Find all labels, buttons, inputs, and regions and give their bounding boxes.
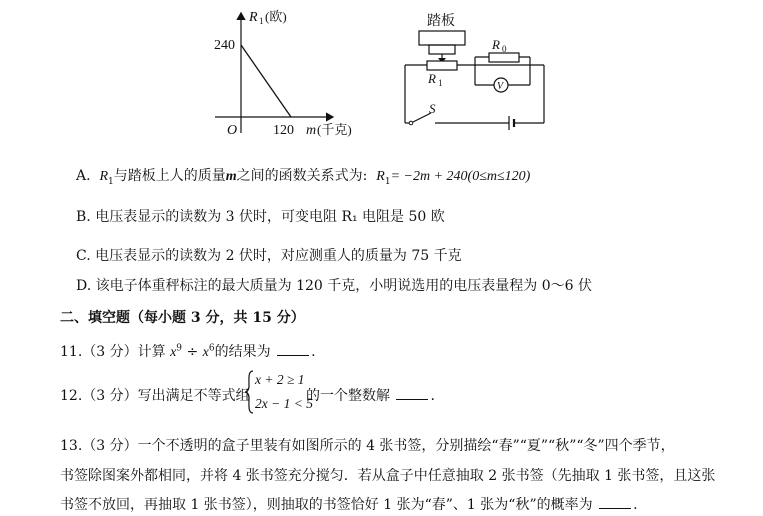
option-b: B. 电压表显示的读数为 3 伏时，可变电阻 R₁ 电阻是 50 欧 [76,209,445,225]
voltmeter-label: V [497,81,504,92]
q11-suffix: 的结果为 [214,344,271,360]
q13-line1: 13.（3 分）一个不透明的盒子里装有如图所示的 4 张书签，分别描绘“春”“夏”“秋”“冬”四个季节， [60,438,675,454]
q11-e1: 9 [176,343,183,354]
option-a-formula: = −2m + 240(0≤m≤120) [390,169,531,184]
q13-line2: 书签除图案外都相同，并将 4 张书签充分搅匀．若从盒子中任意抽取 2 张书签（先抽取 1 张书签，且这张 [60,468,716,484]
y-axis-unit: (欧) [265,9,287,24]
pedal-label: 踏板 [427,14,455,29]
q12-prefix: 12.（3 分）写出满足不等式组 [60,388,250,404]
y-axis-sub: 1 [259,16,264,26]
q13-line3-wrap: 书签不放回，再抽取 1 张书签），则抽取的书签恰好 1 张为“春”、1 张为“秋”的概率为 . [60,497,638,513]
q13-answer-blank[interactable] [599,496,631,509]
option-a: A. $R_1$与踏板上人的质量m之间的函数关系式为: $R_1= -2m + 240(0\le m\le 120)$ [76,168,531,187]
r0-label: R [492,37,500,52]
brace-icon [244,370,254,414]
q11-x2: x [202,345,209,360]
q12-answer-blank[interactable] [396,387,428,400]
y-value: 240 [214,38,235,53]
r1-label: R [428,71,436,86]
option-a-text2: 之间的函数关系式为: [236,168,368,184]
q12-suffix: 的一个整数解 [306,388,390,404]
option-a-prefix: A. [76,168,91,184]
section-title: 二、填空题（每小题 3 分，共 15 分） [60,310,305,326]
q12-suffix-wrap: 的一个整数解 . [306,388,435,404]
q12-line1: x + 2 ≥ 1 [255,372,305,387]
option-a-m: m [225,169,237,184]
mass-resistance-graph [205,5,365,145]
switch-label: S [429,101,436,116]
r0-sub: 0 [502,44,507,54]
r1-resistor [427,61,457,70]
origin-label: O [227,123,238,138]
pedal-post [429,45,455,54]
option-a-text1: 与踏板上人的质量 [113,168,226,184]
q11-prefix: 11.（3 分）计算 [60,344,166,360]
function-line [241,45,291,117]
r0-resistor [489,53,519,62]
q11-div: ÷ [186,344,199,360]
q11-answer-blank[interactable] [277,343,309,356]
pedal [419,31,465,45]
q13-line3: 书签不放回，再抽取 1 张书签），则抽取的书签恰好 1 张为“春”、1 张为“秋”的概率为 [60,497,593,513]
r1-sub: 1 [438,78,443,88]
option-c: C. 电压表显示的读数为 2 伏时，对应测重人的质量为 75 千克 [76,248,462,264]
x-value: 120 [273,123,294,138]
q12-line2: 2x − 1 < 5 [255,396,313,411]
y-axis-label: R [249,10,258,25]
q11-x1: x [170,345,177,360]
question-11: 11.（3 分）计算 $x^9 \div x^6$的结果为 . [60,343,316,360]
q11-e2: 6 [208,343,215,354]
circuit-diagram [395,5,555,140]
x-axis-label: m [306,123,317,138]
x-axis-unit: (千克) [317,122,352,137]
option-d: D. 该电子体重秤标注的最大质量为 120 千克，小明说选用的电压表量程为 0～6 伏 [76,278,592,294]
